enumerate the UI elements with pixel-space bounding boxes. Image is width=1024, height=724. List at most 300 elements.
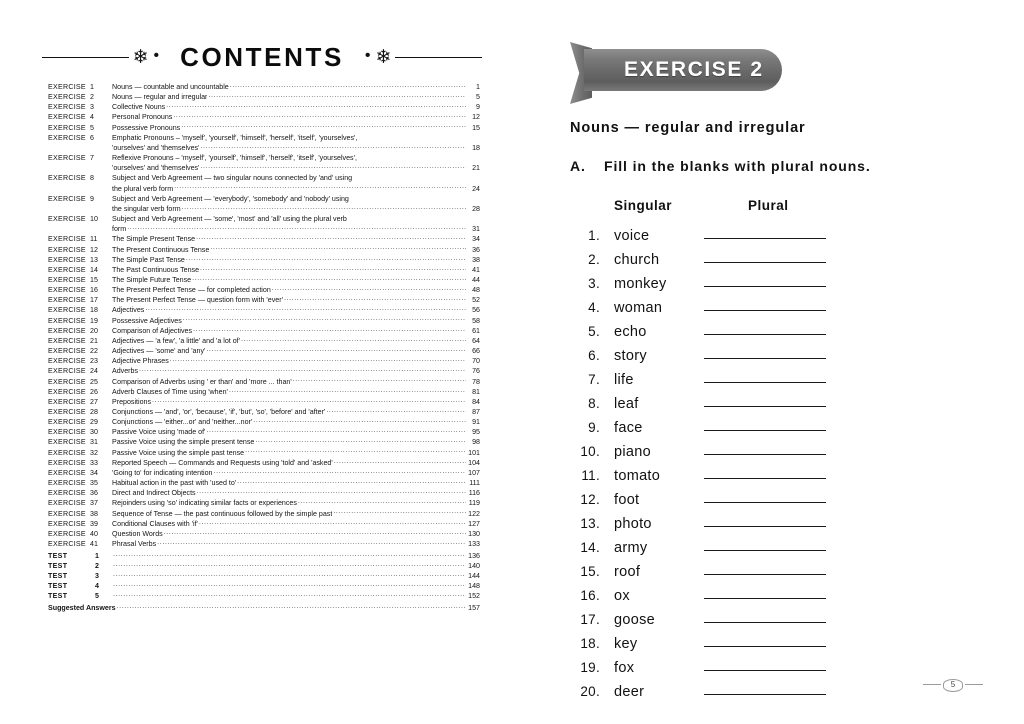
toc-entry-body [112, 458, 480, 468]
noun-row [570, 510, 950, 534]
toc-entry-title-continued: 'ourselves' and 'themselves' [112, 143, 200, 152]
toc-row-test[interactable] [48, 571, 480, 581]
toc-entry-page: 104 [468, 458, 480, 467]
toc-entry-number: 2 [90, 93, 94, 102]
toc-entry-title: The Present Perfect Tense — for completed action [112, 286, 271, 295]
toc-dot-leader [237, 478, 466, 485]
noun-row [570, 246, 950, 270]
noun-row [570, 678, 950, 702]
noun-singular-value: foot [614, 492, 640, 508]
toc-entry-title: Conjunctions — 'either...or' and 'neither...nor' [112, 418, 253, 427]
toc-entry-kind: EXERCISE [48, 275, 86, 284]
toc-dot-leader [229, 387, 466, 394]
toc-dot-leader [113, 551, 466, 558]
toc-entry-page: 157 [468, 604, 480, 613]
noun-row [570, 414, 950, 438]
toc-entry-title: Personal Pronouns [112, 113, 173, 122]
toc-entry-number: 1 [95, 551, 100, 560]
toc-entry-number: 8 [90, 174, 94, 183]
toc-entry-page: 44 [472, 275, 480, 284]
toc-row-exercise[interactable] [48, 407, 480, 417]
toc-entry-kind: TEST [48, 592, 68, 601]
toc-entry-body [112, 204, 480, 214]
toc-row-exercise[interactable] [48, 397, 480, 407]
noun-plural-blank[interactable] [704, 294, 826, 312]
toc-entry-title: Prepositions [112, 397, 152, 406]
toc-entry-page: 98 [472, 438, 480, 447]
toc-entry-title: Subject and Verb Agreement — 'some', 'most' and 'all' using the plural verb [112, 215, 347, 224]
toc-entry-page: 1 [476, 83, 480, 91]
toc-entry-body [112, 387, 480, 397]
toc-entry-title: Conjunctions — 'and', 'or', 'because', 'if', 'but', 'so', 'before' and 'after' [112, 408, 326, 416]
toc-entry-body [112, 153, 480, 163]
toc-row-exercise[interactable] [48, 448, 480, 458]
toc-row-exercise[interactable] [48, 468, 480, 478]
toc-dot-leader [113, 571, 466, 578]
noun-answer-list [570, 222, 950, 702]
toc-row-exercise[interactable] [48, 336, 480, 346]
toc-entry-kind: EXERCISE [48, 509, 86, 518]
noun-row-number: 5. [588, 324, 600, 339]
toc-entry-page: 64 [472, 336, 480, 345]
noun-row-number: 11. [581, 468, 600, 483]
noun-plural-blank[interactable] [704, 510, 826, 528]
toc-entry-title: Passive Voice using the simple present tense [112, 438, 255, 447]
toc-entry-kind: EXERCISE [48, 458, 86, 467]
toc-row-exercise[interactable] [48, 488, 480, 498]
toc-entry-page: 133 [468, 540, 480, 549]
toc-entry-page: 84 [472, 397, 480, 406]
toc-entry-page: 61 [472, 326, 480, 335]
noun-plural-blank[interactable] [704, 630, 826, 648]
column-header-singular: Singular [614, 198, 673, 213]
toc-entry-number: 28 [90, 408, 98, 416]
toc-entry-body [112, 448, 480, 458]
toc-dot-leader [253, 417, 466, 424]
toc-entry-body [112, 245, 480, 255]
toc-entry-number: 35 [90, 479, 98, 488]
toc-entry-body [112, 224, 480, 234]
toc-row-exercise[interactable] [48, 153, 480, 163]
toc-entry-title: Adverb Clauses of Time using 'when' [112, 387, 228, 396]
toc-entry-number: 15 [90, 275, 98, 284]
toc-row-exercise[interactable] [48, 316, 480, 326]
toc-dot-leader [200, 163, 466, 170]
contents-header [42, 36, 482, 78]
noun-plural-blank[interactable] [704, 438, 826, 456]
toc-entry-kind: EXERCISE [48, 428, 86, 437]
toc-entry-kind: Suggested Answers [48, 604, 116, 613]
toc-dot-leader [333, 509, 466, 516]
toc-entry-number: 4 [95, 582, 100, 591]
task-letter: A. [570, 158, 586, 174]
toc-dot-leader [183, 316, 466, 323]
toc-entry-body [112, 255, 480, 265]
toc-entry-title: Comparison of Adverbs using ' er than' and 'more ... than' [112, 377, 292, 386]
toc-entry-title: Adjectives — 'a few', 'a little' and 'a lot of' [112, 336, 240, 345]
toc-entry-number: 34 [90, 468, 98, 477]
toc-entry-page: 5 [476, 93, 480, 102]
noun-plural-blank[interactable] [704, 366, 826, 384]
noun-row-number: 14. [580, 540, 600, 555]
toc-entry-number: 26 [90, 387, 98, 396]
toc-entry-page: 9 [476, 103, 480, 112]
toc-dot-leader [170, 356, 466, 363]
toc-row-exercise[interactable] [48, 519, 480, 529]
noun-singular-value: monkey [614, 276, 667, 292]
toc-entry-kind: EXERCISE [48, 265, 86, 274]
toc-entry-title: The Simple Present Tense [112, 235, 196, 244]
toc-dot-leader [182, 204, 466, 211]
toc-row-exercise[interactable] [48, 285, 480, 295]
bullet-dot-right: • [364, 47, 371, 64]
toc-entry-body [112, 571, 480, 581]
toc-entry-title: The Present Perfect Tense — question form with 'ever' [112, 296, 283, 305]
toc-entry-body [112, 488, 480, 498]
toc-entry-body [112, 133, 480, 143]
noun-plural-blank[interactable] [704, 414, 826, 432]
toc-entry-kind: EXERCISE [48, 154, 86, 163]
toc-row-test[interactable] [48, 561, 480, 571]
toc-entry-body [112, 498, 480, 508]
column-header-plural: Plural [748, 198, 789, 213]
toc-entry-number: 16 [90, 286, 98, 295]
toc-entry-kind: EXERCISE [48, 387, 86, 396]
toc-entry-number: 10 [90, 215, 98, 224]
toc-row-exercise[interactable] [48, 92, 480, 102]
toc-row-test[interactable] [48, 591, 480, 601]
toc-row-exercise[interactable] [48, 265, 480, 275]
noun-plural-blank[interactable] [704, 486, 826, 504]
toc-entry-page: 107 [468, 468, 480, 477]
noun-singular-value: photo [614, 516, 652, 532]
toc-row-exercise[interactable] [48, 326, 480, 336]
toc-entry-kind: TEST [48, 561, 68, 570]
noun-row-number: 9. [588, 420, 600, 435]
toc-row-exercise[interactable] [48, 356, 480, 366]
toc-entry-body [112, 407, 480, 417]
toc-entry-page: 148 [468, 582, 480, 591]
toc-row-exercise[interactable] [48, 305, 480, 315]
toc-entry-body [112, 509, 480, 519]
toc-entry-number: 27 [90, 397, 98, 406]
toc-dot-leader [166, 102, 466, 109]
noun-row-number: 10. [580, 444, 600, 459]
toc-entry-number: 13 [90, 255, 98, 264]
noun-plural-blank[interactable] [704, 222, 826, 240]
toc-entry-body [112, 275, 480, 285]
page-number-frame [943, 679, 963, 692]
toc-entry-title: Passive Voice using the simple past tense [112, 448, 245, 457]
noun-row [570, 558, 950, 582]
toc-entry-kind: EXERCISE [48, 83, 86, 91]
noun-singular-value: key [614, 636, 638, 652]
toc-entry-page: 95 [472, 428, 480, 437]
noun-row [570, 366, 950, 390]
toc-entry-number: 32 [90, 448, 98, 457]
toc-entry-body [112, 194, 480, 204]
toc-entry-number: 40 [90, 529, 98, 538]
toc-entry-title-continued: form [112, 225, 127, 234]
toc-row-exercise[interactable] [48, 427, 480, 437]
noun-plural-blank[interactable] [704, 558, 826, 576]
toc-dot-leader [293, 377, 466, 384]
toc-row-exercise[interactable] [48, 173, 480, 183]
toc-row-exercise[interactable] [48, 295, 480, 305]
toc-row-exercise[interactable] [48, 214, 480, 224]
toc-row-exercise[interactable] [48, 498, 480, 508]
header-rule-left [42, 57, 129, 58]
toc-entry-title: Emphatic Pronouns – 'myself', 'yourself', 'himself', 'herself', 'itself', 'yourselves', [112, 133, 358, 142]
toc-dot-leader [206, 346, 466, 353]
toc-entry-kind: EXERCISE [48, 113, 86, 122]
toc-entry-page: 91 [472, 418, 480, 427]
noun-plural-blank[interactable] [704, 318, 826, 336]
table-of-contents [48, 82, 480, 613]
toc-entry-page: 140 [468, 561, 480, 570]
toc-row-test[interactable] [48, 581, 480, 591]
toc-entry-number: 25 [90, 377, 98, 386]
toc-entry-body [112, 366, 480, 376]
toc-entry-kind: EXERCISE [48, 489, 86, 498]
toc-entry-title: Rejoinders using 'so' indicating similar facts or experiences [112, 499, 297, 508]
header-rule-right [395, 57, 482, 58]
noun-row-number: 7. [588, 372, 600, 387]
toc-row-test[interactable] [48, 551, 480, 561]
toc-entry-page: 111 [469, 479, 480, 488]
toc-entry-title: Adjectives — 'some' and 'any' [112, 347, 206, 356]
toc-row-exercise[interactable] [48, 234, 480, 244]
noun-plural-blank[interactable] [704, 390, 826, 408]
toc-entry-page: 144 [468, 572, 480, 581]
toc-entry-kind: EXERCISE [48, 336, 86, 345]
toc-entry-number: 39 [90, 519, 98, 528]
noun-row-number: 3. [588, 276, 600, 291]
toc-row-continuation[interactable] [48, 163, 480, 173]
noun-singular-value: tomato [614, 468, 661, 484]
toc-entry-kind: EXERCISE [48, 529, 86, 538]
toc-row-exercise[interactable] [48, 133, 480, 143]
exercise-banner-label: EXERCISE 2 [624, 58, 764, 81]
toc-entry-body [112, 234, 480, 244]
toc-entry-title: Nouns — countable and uncountable [112, 83, 229, 91]
toc-dot-leader [192, 275, 466, 282]
toc-entry-body [112, 265, 480, 275]
toc-entry-kind: EXERCISE [48, 326, 86, 335]
noun-plural-blank[interactable] [704, 582, 826, 600]
toc-dot-leader [145, 305, 466, 312]
toc-entry-number: 20 [90, 326, 98, 335]
toc-entry-body [112, 316, 480, 326]
toc-entry-title: Habitual action in the past with 'used to' [112, 479, 237, 488]
toc-entry-title: The Present Continuous Tense [112, 245, 210, 254]
toc-entry-kind: EXERCISE [48, 103, 86, 112]
toc-entry-title: Direct and Indirect Objects [112, 489, 196, 498]
noun-plural-blank[interactable] [704, 534, 826, 552]
toc-row-exercise[interactable] [48, 539, 480, 549]
toc-dot-leader [173, 112, 466, 119]
toc-dot-leader [113, 591, 466, 598]
toc-dot-leader [127, 224, 466, 231]
toc-entry-body [112, 163, 480, 173]
toc-entry-body [112, 591, 480, 601]
toc-row-continuation[interactable] [48, 143, 480, 153]
toc-entry-kind: EXERCISE [48, 306, 86, 315]
toc-entry-number: 19 [90, 316, 98, 325]
toc-entry-page: 41 [472, 265, 480, 274]
toc-dot-leader [298, 498, 466, 505]
noun-row-number: 20. [580, 684, 600, 699]
noun-singular-value: piano [614, 444, 651, 460]
noun-plural-blank[interactable] [704, 462, 826, 480]
toc-row-continuation[interactable] [48, 204, 480, 214]
toc-entry-number: 14 [90, 265, 98, 274]
toc-entry-kind: EXERCISE [48, 133, 86, 142]
noun-row-number: 15. [580, 564, 600, 579]
toc-row-exercise[interactable] [48, 245, 480, 255]
toc-entry-page: 122 [468, 509, 480, 518]
toc-entry-number: 6 [90, 133, 94, 142]
toc-row-exercise[interactable] [48, 437, 480, 447]
noun-plural-blank[interactable] [704, 606, 826, 624]
toc-row-exercise[interactable] [48, 529, 480, 539]
toc-dot-leader [196, 234, 466, 241]
toc-entry-kind: EXERCISE [48, 468, 86, 477]
noun-singular-value: ox [614, 588, 630, 604]
toc-dot-leader [139, 366, 466, 373]
noun-row-number: 6. [588, 348, 600, 363]
toc-entry-number: 5 [90, 123, 94, 132]
noun-row [570, 534, 950, 558]
toc-row-exercise[interactable] [48, 255, 480, 265]
table-header-row [614, 198, 934, 213]
toc-entry-page: 28 [472, 204, 480, 213]
toc-entry-title-continued: the plural verb form [112, 184, 174, 193]
toc-entry-number: 37 [90, 499, 98, 508]
toc-row-exercise[interactable] [48, 275, 480, 285]
toc-row-exercise[interactable] [48, 417, 480, 427]
toc-entry-page: 56 [472, 306, 480, 315]
toc-entry-body [112, 82, 480, 92]
noun-row-number: 12. [580, 492, 600, 507]
toc-entry-title: Conditional Clauses with 'if' [112, 519, 198, 528]
toc-entry-number: 7 [90, 154, 94, 163]
toc-row-exercise[interactable] [48, 123, 480, 133]
noun-singular-value: goose [614, 612, 656, 628]
toc-entry-title: Possessive Adjectives [112, 316, 182, 325]
noun-plural-blank[interactable] [704, 678, 826, 696]
toc-entry-kind: EXERCISE [48, 174, 86, 183]
toc-row-continuation[interactable] [48, 224, 480, 234]
noun-plural-blank[interactable] [704, 342, 826, 360]
toc-row-exercise[interactable] [48, 346, 480, 356]
toc-row-exercise[interactable] [48, 478, 480, 488]
noun-row [570, 582, 950, 606]
toc-entry-page: 58 [472, 316, 480, 325]
noun-plural-blank[interactable] [704, 654, 826, 672]
toc-dot-leader [272, 285, 466, 292]
noun-singular-value: face [614, 420, 643, 436]
toc-entry-number: 23 [90, 357, 98, 366]
toc-dot-leader [334, 458, 466, 465]
toc-row-exercise[interactable] [48, 194, 480, 204]
toc-entry-body [112, 519, 480, 529]
toc-entry-body [112, 417, 480, 427]
toc-dot-leader [152, 397, 466, 404]
noun-row-number: 18. [580, 636, 600, 651]
toc-entry-number: 31 [90, 438, 98, 447]
toc-entry-number: 22 [90, 347, 98, 356]
toc-entry-body [112, 326, 480, 336]
toc-row-exercise[interactable] [48, 112, 480, 122]
noun-singular-value: story [614, 348, 647, 364]
toc-dot-leader [113, 561, 466, 568]
toc-row-exercise[interactable] [48, 509, 480, 519]
toc-row-exercise[interactable] [48, 82, 480, 92]
toc-entry-page: 127 [468, 519, 480, 528]
toc-row-exercise[interactable] [48, 102, 480, 112]
toc-entry-number: 24 [90, 367, 98, 376]
toc-dot-leader [230, 82, 466, 89]
toc-entry-page: 15 [472, 123, 480, 132]
toc-dot-leader [245, 448, 466, 455]
toc-dot-leader [157, 539, 466, 546]
toc-entry-title: Passive Voice using 'made of' [112, 428, 206, 437]
toc-row-exercise[interactable] [48, 377, 480, 387]
toc-entry-body [112, 468, 480, 478]
toc-entry-kind: TEST [48, 572, 68, 581]
toc-dot-leader [206, 427, 466, 434]
noun-row [570, 462, 950, 486]
toc-row-exercise[interactable] [48, 458, 480, 468]
toc-entry-title: The Simple Past Tense [112, 255, 185, 264]
noun-singular-value: voice [614, 228, 650, 244]
toc-entry-body [112, 92, 480, 102]
toc-row-suggested-answers[interactable] [48, 603, 480, 613]
toc-row-exercise[interactable] [48, 387, 480, 397]
toc-entry-kind: EXERCISE [48, 448, 86, 457]
task-instruction-text: Fill in the blanks with plural nouns. [604, 158, 871, 174]
toc-entry-number: 29 [90, 418, 98, 427]
toc-entry-title: The Simple Future Tense [112, 275, 192, 284]
noun-row [570, 486, 950, 510]
ribbon-body-shape [584, 49, 782, 91]
toc-entry-body [112, 123, 480, 133]
noun-row-number: 19. [580, 660, 600, 675]
toc-dot-leader [181, 123, 466, 130]
toc-entry-body [116, 603, 480, 613]
toc-entry-body [112, 356, 480, 366]
noun-plural-blank[interactable] [704, 270, 826, 288]
toc-entry-body [112, 397, 480, 407]
toc-entry-kind: EXERCISE [48, 347, 86, 356]
noun-row-number: 8. [588, 396, 600, 411]
toc-entry-body [112, 561, 480, 571]
toc-entry-number: 5 [95, 592, 100, 601]
toc-entry-title: Adverbs [112, 367, 139, 376]
noun-row [570, 294, 950, 318]
toc-entry-body [112, 551, 480, 561]
noun-singular-value: church [614, 252, 660, 268]
toc-row-exercise[interactable] [48, 366, 480, 376]
toc-entry-page: 36 [472, 245, 480, 254]
toc-row-continuation[interactable] [48, 184, 480, 194]
toc-entry-kind: EXERCISE [48, 377, 86, 386]
toc-entry-kind: EXERCISE [48, 194, 86, 203]
noun-plural-blank[interactable] [704, 246, 826, 264]
toc-dot-leader [199, 519, 466, 526]
noun-row-number: 17. [580, 612, 600, 627]
